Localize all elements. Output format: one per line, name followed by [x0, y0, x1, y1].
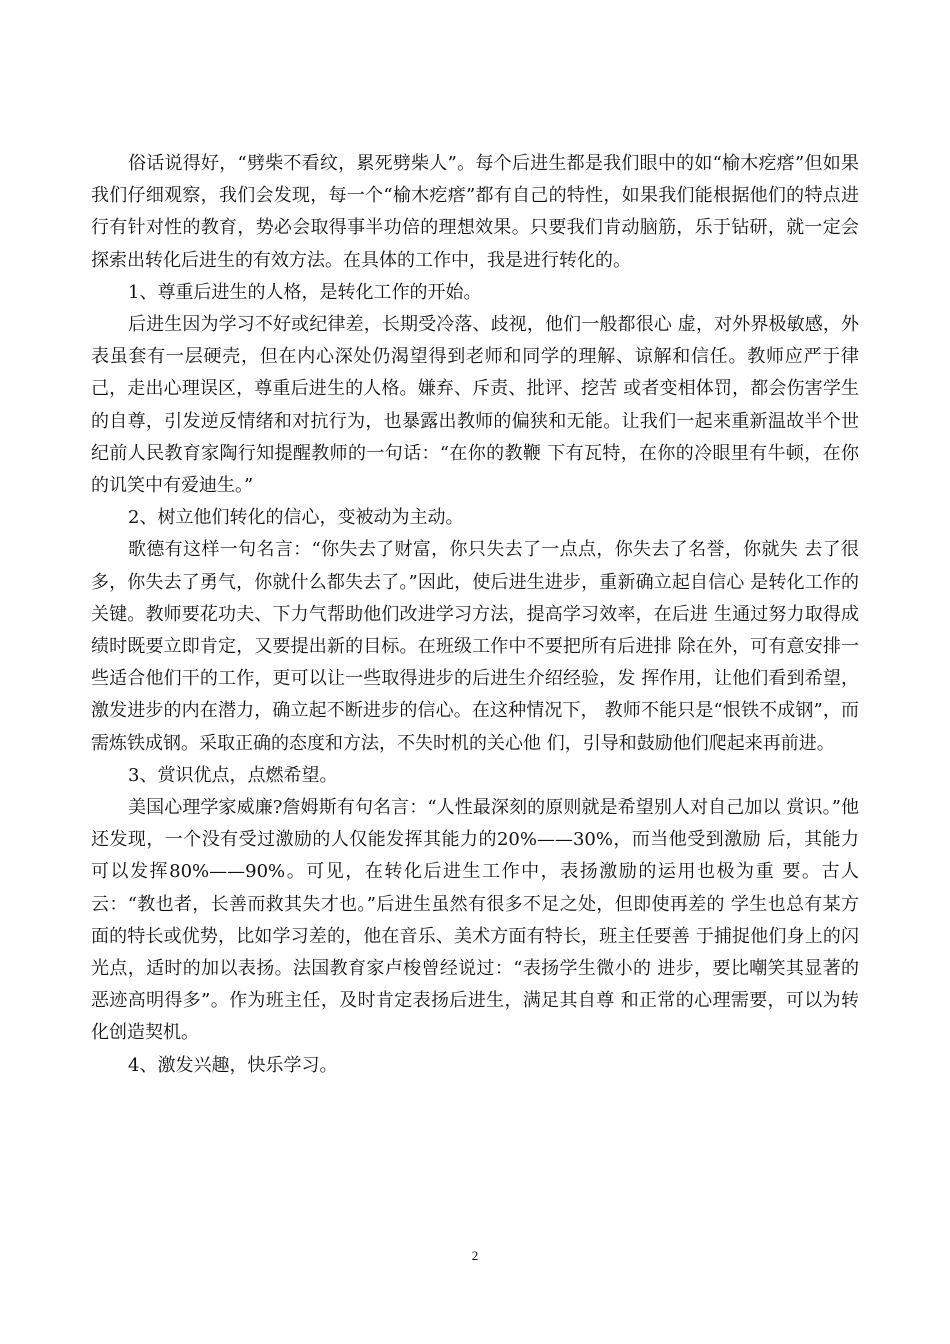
heading-point-4: 4、激发兴趣，快乐学习。 [128, 1054, 338, 1076]
heading-point-3: 3、赏识优点，点燃希望。 [128, 764, 338, 786]
body-text [91, 148, 859, 1082]
page-number: 2 [471, 1248, 479, 1263]
heading-point-1: 1、尊重后进生的人格，是转化工作的开始。 [128, 281, 482, 303]
paragraph-point-2: 歌德有这样一句名言：“你失去了财富，你只失去了一点点，你失去了名誉，你就失 去了很多，你失去了勇气，你就什么都失去了。”因此，使后进生进步，重新确立起自信心 是转化工作的关键。教师要花功夫、下力气帮助他们改进学习方法，提高学习效率，在后进 生通过努力取得成绩时既要立即肯定，又要提出新的目标。在班级工作中不要把所有后进排 除在外，可有意安排一些适合他们干的工作，更可以让一些取得进步的后进生介绍经验，发 挥作用，让他们看到希望，激发进步的内在潜力，确立起不断进步的信心。在这种情况下， 教师不能只是“恨铁不成钢”，而需炼铁成钢。采取正确的态度和方法，不失时机的关心他 们，引导和鼓励他们爬起来再前进。 [91, 539, 859, 754]
paragraph-point-1: 后进生因为学习不好或纪律差，长期受冷落、歧视，他们一般都很心 虚，对外界极敏感，外表虽套有一层硬壳，但在内心深处仍渴望得到老师和同学的理解、谅解和信任。教师应严于律己，走出心理误区，尊重后进生的人格。嫌弃、斥责、批评、挖苦 或者变相体罚，都会伤害学生的自尊，引发逆反情绪和对抗行为，也暴露出教师的偏狭和无能。让我们一起来重新温故半个世纪前人民教育家陶行知提醒教师的一句话：“在你的教鞭 下有瓦特，在你的冷眼里有牛顿，在你的讥笑中有爱迪生。” [91, 314, 859, 497]
paragraph-point-3: 美国心理学家威廉?詹姆斯有句名言：“人性最深刻的原则就是希望别人对自己加以 赏识。”他还发现，一个没有受过激励的人仅能发挥其能力的20%——30%，而当他受到激励 后，其能力可以发挥80%——90%。可见，在转化后进生工作中，表扬激励的运用也极为重 要。古人云：“教也者，长善而救其失才也。”后进生虽然有很多不足之处，但即使再差的 学生也总有某方面的特长或优势，比如学习差的，他在音乐、美术方面有特长，班主任要善 于捕捉他们身上的闪光点，适时的加以表扬。法国教育家卢梭曾经说过：“表扬学生微小的 进步，要比嘲笑其显著的恶迹高明得多”。作为班主任，及时肯定表扬后进生，满足其自尊 和正常的心理需要，可以为转化创造契机。 [91, 797, 859, 1044]
paragraph-intro: 俗话说得好，“劈柴不看纹，累死劈柴人”。每个后进生都是我们眼中的如“榆木疙瘩”但如果我们仔细观察，我们会发现，每一个“榆木疙瘩”都有自己的特性，如果我们能根据他们的特点进行有针对性的教育，势必会取得事半功倍的理想效果。只要我们肯动脑筋，乐于钻研，就一定会探索出转化后进生的有效方法。在具体的工作中，我是进行转化的。 [91, 153, 859, 271]
heading-point-2: 2、树立他们转化的信心，变被动为主动。 [128, 507, 464, 529]
